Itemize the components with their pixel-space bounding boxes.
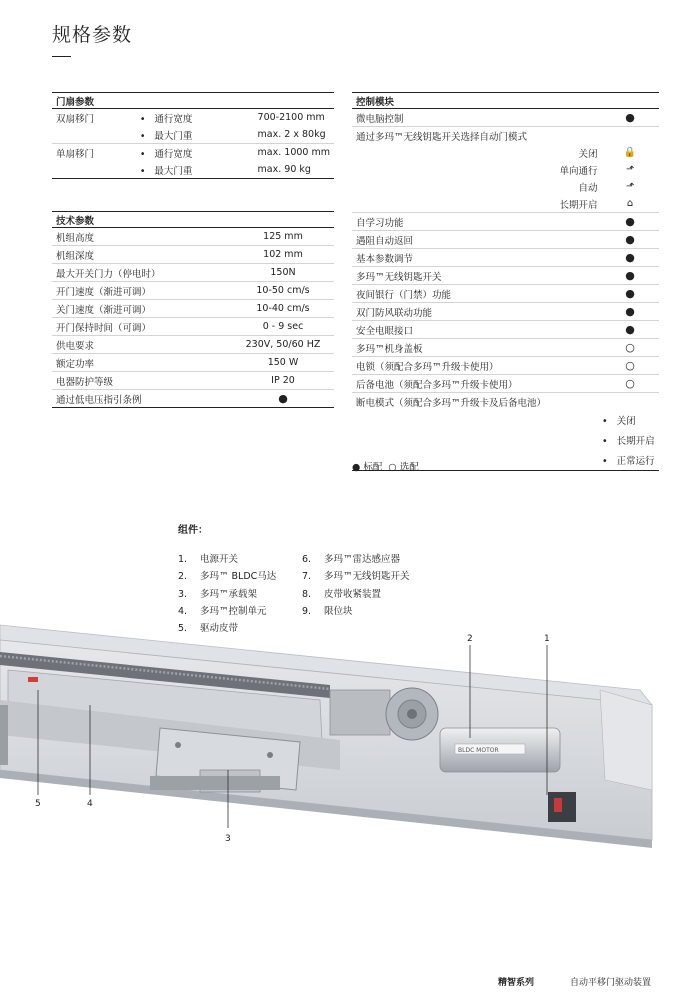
tech-header: 技术参数 <box>52 212 334 228</box>
mode-label: 长期开启 <box>352 195 602 213</box>
param-value: 0 - 9 sec <box>232 318 334 336</box>
door-leaf-header: 门扇参数 <box>52 93 334 109</box>
callout-1: 1 <box>544 634 550 644</box>
feature-label: 双门防风联动功能 <box>352 303 602 321</box>
param-value: 125 mm <box>232 228 334 246</box>
list-item: 4. 多玛™控制单元 <box>178 605 267 617</box>
carrier-base <box>150 776 280 790</box>
end-cap <box>600 690 652 790</box>
optional-mark: ○ <box>388 462 397 473</box>
motor-label-text: BLDC MOTOR <box>458 747 499 754</box>
param-label: 电器防护等级 <box>52 372 232 390</box>
param-label: 额定功率 <box>52 354 232 372</box>
param-label: 开门速度（渐进可调） <box>52 282 232 300</box>
param-value: 230V, 50/60 HZ <box>232 336 334 354</box>
param-value: IP 20 <box>232 372 334 390</box>
standard-mark: ● <box>602 213 659 231</box>
mode-label: 自动 <box>578 182 598 194</box>
list-item: 1. 电源开关 <box>178 554 239 565</box>
callout-4: 4 <box>87 799 93 809</box>
optional-mark: ○ <box>602 339 659 357</box>
param-value: 150 W <box>232 354 334 372</box>
callout-2: 2 <box>467 634 473 644</box>
hold-open-icon: ⌂ <box>602 195 659 213</box>
param-value: 102 mm <box>232 246 334 264</box>
door-type-label: 单扇移门 <box>56 148 95 160</box>
list-item: 3. 多玛™承载架 <box>178 588 258 600</box>
param-label: 通过低电压指引条例 <box>52 390 232 408</box>
param-value: 10-50 cm/s <box>232 282 334 300</box>
standard-mark: ● <box>602 285 659 303</box>
param-value: 700-2100 mm <box>257 112 325 123</box>
standard-mark: ● <box>602 321 659 339</box>
standard-mark: ● <box>602 303 659 321</box>
legend-standard-label: 标配 <box>363 462 383 473</box>
param-value: max. 90 kg <box>254 161 334 179</box>
door-type-label: 双扇移门 <box>56 113 95 125</box>
legend-optional-label: 选配 <box>399 462 419 473</box>
standard-mark: ● <box>602 267 659 285</box>
standard-mark: ● <box>602 109 659 127</box>
feature-label: 电锁（须配合多玛™升级卡使用） <box>352 357 602 375</box>
list-item: 9. 限位块 <box>302 605 353 617</box>
list-item: 6. 多玛™雷达感应器 <box>302 554 401 565</box>
mode-label: 关闭 <box>578 148 598 160</box>
feature-label: 微电脑控制 <box>352 109 602 127</box>
footer-series: 精智系列 <box>498 978 535 988</box>
param-value: 150N <box>232 264 334 282</box>
feature-label: 遇阻自动返回 <box>352 231 602 249</box>
param-label: 机组深度 <box>52 246 232 264</box>
param-label: 机组高度 <box>52 228 232 246</box>
list-item: 8. 皮带收紧装置 <box>302 588 382 600</box>
optional-mark: ○ <box>602 375 659 393</box>
standard-mark: ● <box>602 249 659 267</box>
param-label: 开门保持时间（可调） <box>52 318 232 336</box>
mode-label: 单向通行 <box>559 165 598 177</box>
param-label: 最大开关门力（停电时） <box>52 264 232 282</box>
limit-stop <box>0 705 8 765</box>
feature-label: 夜间银行（门禁）功能 <box>352 285 602 303</box>
lock-icon: 🔒 <box>623 147 637 158</box>
param-label: • 通行宽度 <box>136 144 254 162</box>
feature-label: 多玛™无线钥匙开关 <box>352 267 602 285</box>
list-item: 7. 多玛™无线钥匙开关 <box>302 571 410 583</box>
param-value: max. 1000 mm <box>257 147 330 158</box>
param-label: 供电要求 <box>52 336 232 354</box>
feature-label: 基本参数调节 <box>352 249 602 267</box>
list-item: 5. 驱动皮带 <box>178 623 239 635</box>
feature-label: 通过多玛™无线钥匙开关选择自动门模式 <box>356 131 528 143</box>
callout-5: 5 <box>35 799 41 809</box>
power-off-option: • 长期开启 <box>352 430 659 450</box>
param-label: 关门速度（渐进可调） <box>52 300 232 318</box>
param-label: • 通行宽度 <box>136 109 254 127</box>
footer-product: 自动平移门驱动装置 <box>570 978 652 988</box>
control-header: 控制模块 <box>352 93 659 109</box>
feature-label: 多玛™机身盖板 <box>352 339 602 357</box>
param-value: max. 2 x 80kg <box>254 126 334 144</box>
list-item: 2. 多玛™ BLDC马达 <box>178 571 277 583</box>
standard-mark: ● <box>602 231 659 249</box>
power-off-option: • 正常运行 <box>352 450 659 471</box>
param-value: 10-40 cm/s <box>232 300 334 318</box>
belt-tensioner <box>330 690 390 735</box>
standard-mark: ● <box>232 390 334 408</box>
feature-label: 安全电眼接口 <box>352 321 602 339</box>
components-title: 组件： <box>178 525 208 536</box>
param-label: • 最大门重 <box>136 161 254 179</box>
status-led <box>28 677 38 682</box>
power-off-option: • 关闭 <box>352 410 659 430</box>
feature-label: 自学习功能 <box>352 213 602 231</box>
page-title: 规格参数 <box>52 24 133 46</box>
one-way-icon: ⬏ <box>625 164 635 175</box>
auto-icon: ⬏ <box>625 181 635 192</box>
param-label: • 最大门重 <box>136 126 254 144</box>
feature-label: 后备电池（须配合多玛™升级卡使用） <box>352 375 602 393</box>
callout-3: 3 <box>225 834 231 844</box>
feature-label: 断电模式（须配合多玛™升级卡及后备电池） <box>356 397 547 409</box>
optional-mark: ○ <box>602 357 659 375</box>
standard-mark: ● <box>352 462 361 473</box>
